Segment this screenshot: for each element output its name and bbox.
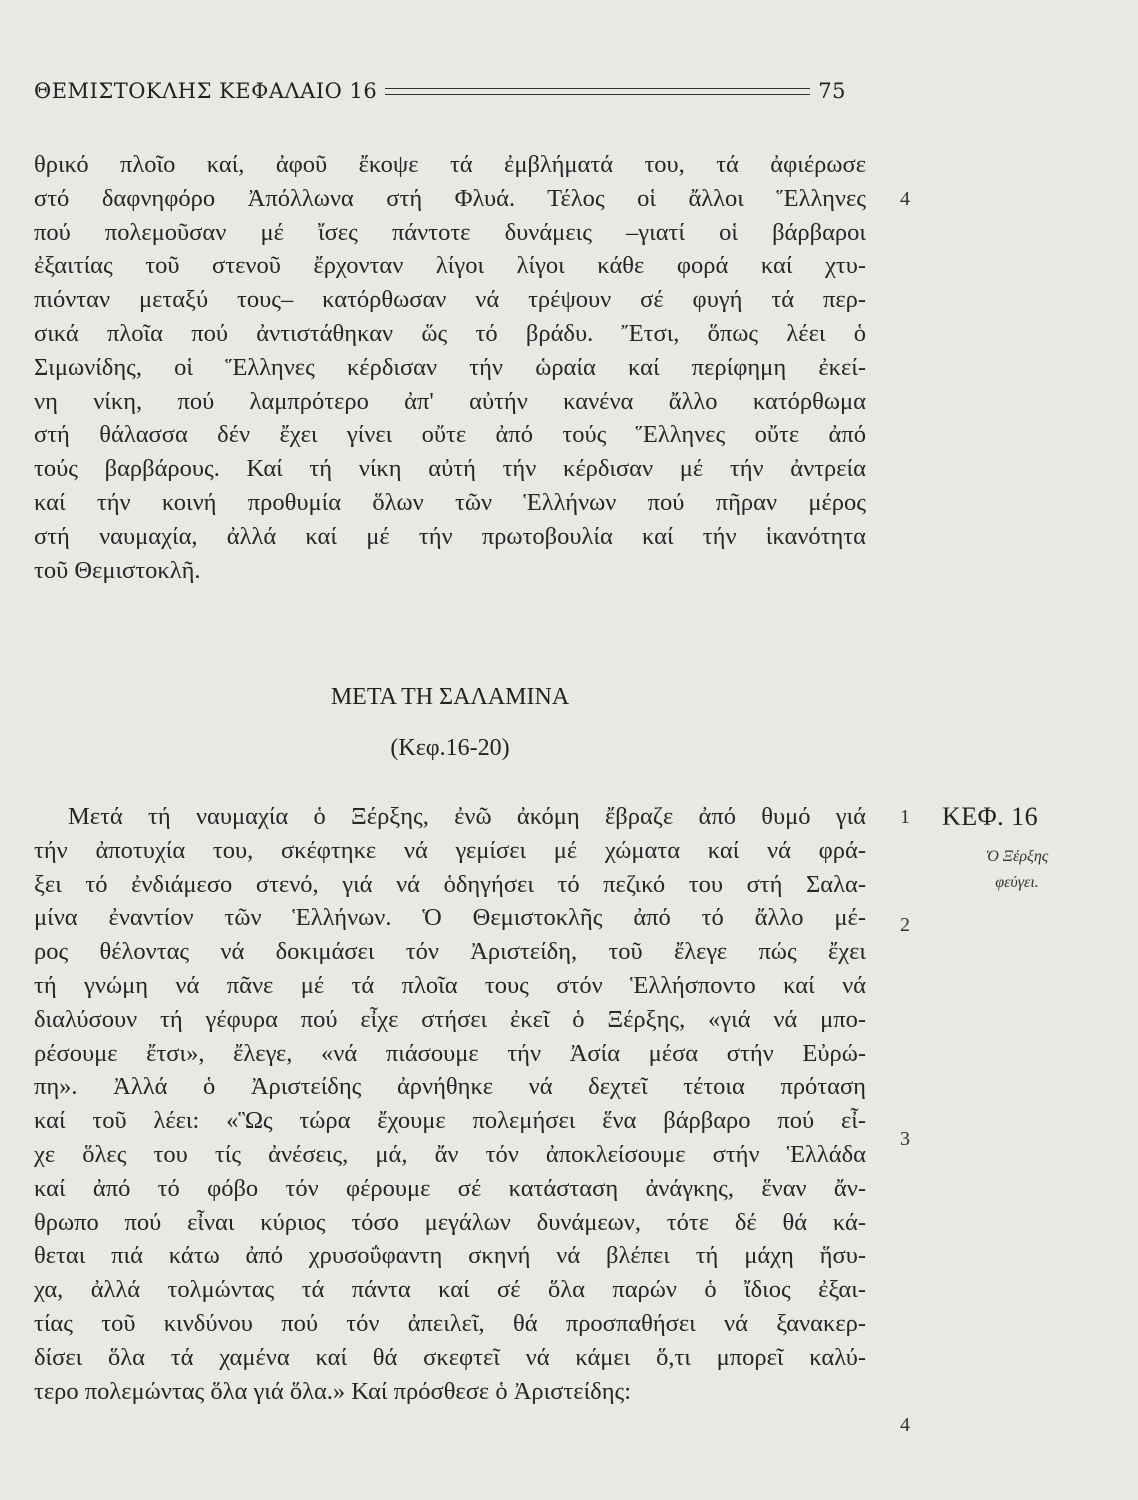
text-line: τήν ἀποτυχία του, σκέφτηκε νά γεμίσει μέ χώματα καί νά φρά- (34, 836, 866, 864)
header-double-rule (385, 88, 810, 95)
text-line: διαλύσουν τή γέφυρα πού εἶχε στήσει ἐκεῖ ὁ Ξέρξης, «γιά νά μπο- (34, 1005, 866, 1033)
running-header (34, 74, 846, 108)
text-line: καί τοῦ λέει: «Ὣς τώρα ἔχουμε πολεμήσει ἕνα βάρβαρο πού εἶ- (34, 1107, 866, 1135)
text-line: ρος θέλοντας νά δοκιμάσει τόν Ἀριστείδη, τοῦ ἔλεγε πώς ἔχει (34, 938, 866, 966)
text-line: στό δαφνηφόρο Ἀπόλλωνα στή Φλυά. Τέλος οἱ ἄλλοι Ἕλληνες (34, 184, 866, 212)
text-line: στή ναυμαχία, ἀλλά καί μέ τήν πρωτοβουλία καί τήν ἱκανότητα (34, 522, 866, 550)
text-line: στή θάλασσα δέν ἔχει γίνει οὔτε ἀπό τούς Ἕλληνες οὔτε ἀπό (34, 421, 866, 449)
text-line: τή γνώμη νά πᾶνε μέ τά πλοῖα τους στόν Ἑλλήσποντο καί νά (34, 971, 866, 999)
text-line: πού πολεμοῦσαν μέ ἴσες πάντοτε δυνάμεις –γιατί οἱ βάρβαροι (34, 218, 866, 246)
text-line: θρωπο πού εἶναι κύριος τόσο μεγάλων δυνάμεων, τότε δέ θά κά- (34, 1208, 866, 1236)
text-line: καί ἀπό τό φόβο τόν φέρουμε σέ κατάσταση ἀνάγκης, ἕναν ἄν- (34, 1174, 866, 1202)
text-line: πη». Ἀλλά ὁ Ἀριστείδης ἀρνήθηκε νά δεχτεῖ τέτοια πρόταση (34, 1073, 866, 1101)
page-number: 75 (818, 79, 846, 103)
text-line: Μετά τή ναυμαχία ὁ Ξέρξης, ἐνῶ ἀκόμη ἔβραζε ἀπό θυμό γιά (68, 803, 866, 830)
text-line: τερο πολεμώντας ὅλα γιά ὅλα.» Καί πρόσθεσε ὁ Ἀριστείδης: (34, 1377, 632, 1405)
text-line: τοῦ Θεμιστοκλῆ. (34, 556, 201, 584)
text-line: δίσει ὅλα τά χαμένα καί θά σκεφτεῖ νά κάμει ὅ,τι μπορεῖ καλύ- (34, 1343, 866, 1371)
text-line: πιόνταν μεταξύ τους– κατόρθωσαν νά τρέψουν σέ φυγή τά περ- (34, 286, 866, 314)
margin-number: 4 (900, 1414, 910, 1436)
text-line: ρέσουμε ἔτσι», ἔλεγε, «νά πιάσουμε τήν Ἀσία μέσα στήν Εὐρώ- (34, 1039, 866, 1067)
margin-number: 2 (900, 914, 910, 936)
text-line: σικά πλοῖα πού ἀντιστάθηκαν ὥς τό βράδυ. Ἔτσι, ὅπως λέει ὁ (34, 319, 866, 347)
sidebar-note-line: Ὁ Ξέρξης (985, 848, 1049, 865)
text-line: χε ὅλες του τίς ἀνέσεις, μά, ἄν τόν ἀποκλείσουμε στήν Ἑλλάδα (34, 1140, 866, 1168)
section-subtitle: (Κεφ.16-20) (390, 735, 510, 761)
sidebar-note (942, 844, 1092, 896)
text-line: ἐξαιτίας τοῦ στενοῦ ἔρχονταν λίγοι λίγοι κάθε φορά καί χτυ- (34, 252, 866, 280)
text-line: θρικό πλοῖο καί, ἀφοῦ ἔκοψε τά ἐμβλήματά του, τά ἀφιέρωσε (34, 151, 866, 178)
margin-number: 1 (900, 806, 910, 828)
text-line: χα, ἀλλά τολμώντας τά πάντα καί σέ ὅλα παρών ὁ ἴδιος ἐξαι- (34, 1276, 866, 1304)
text-line: μίνα ἐναντίον τῶν Ἑλλήνων. Ὁ Θεμιστοκλῆς ἀπό τό ἄλλο μέ- (34, 904, 866, 932)
sidebar-chapter-label: ΚΕΦ. 16 (942, 802, 1039, 831)
sidebar-note-line: φεύγει. (995, 874, 1039, 891)
paragraph-1 (34, 148, 866, 587)
section-title: ΜΕΤΑ ΤΗ ΣΑΛΑΜΙΝΑ (330, 684, 570, 710)
text-line: τίας τοῦ κινδύνου πού τόν ἀπειλεῖ, θά προσπαθήσει νά ξανακερ- (34, 1309, 866, 1337)
text-line: θεται πιά κάτω ἀπό χρυσοΰφαντη σκηνή νά βλέπει τή μάχη ἥσυ- (34, 1242, 866, 1270)
bleed-through-text (958, 488, 963, 511)
text-line: Σιμωνίδης, οἱ Ἕλληνες κέρδισαν τήν ὡραία καί περίφημη ἐκεί- (34, 353, 866, 381)
margin-number: 3 (900, 1128, 910, 1150)
margin-number: 4 (900, 188, 910, 210)
text-line: καί τήν κοινή προθυμία ὅλων τῶν Ἑλλήνων πού πῆραν μέρος (34, 488, 866, 516)
text-line: τούς βαρβάρους. Καί τή νίκη αὐτή τήν κέρδισαν μέ τήν ἀντρεία (34, 455, 866, 483)
text-line: ξει τό ἐνδιάμεσο στενό, γιά νά ὁδηγήσει τό πεζικό του στή Σαλα- (34, 870, 866, 898)
paragraph-2 (34, 800, 866, 1408)
text-line: νη νίκη, πού λαμπρότερο ἀπ' αὐτήν κανένα ἄλλο κατόρθωμα (34, 387, 866, 415)
header-title: ΘΕΜΙΣΤΟΚΛΗΣ ΚΕΦΑΛΑΙΟ 16 (34, 79, 378, 103)
